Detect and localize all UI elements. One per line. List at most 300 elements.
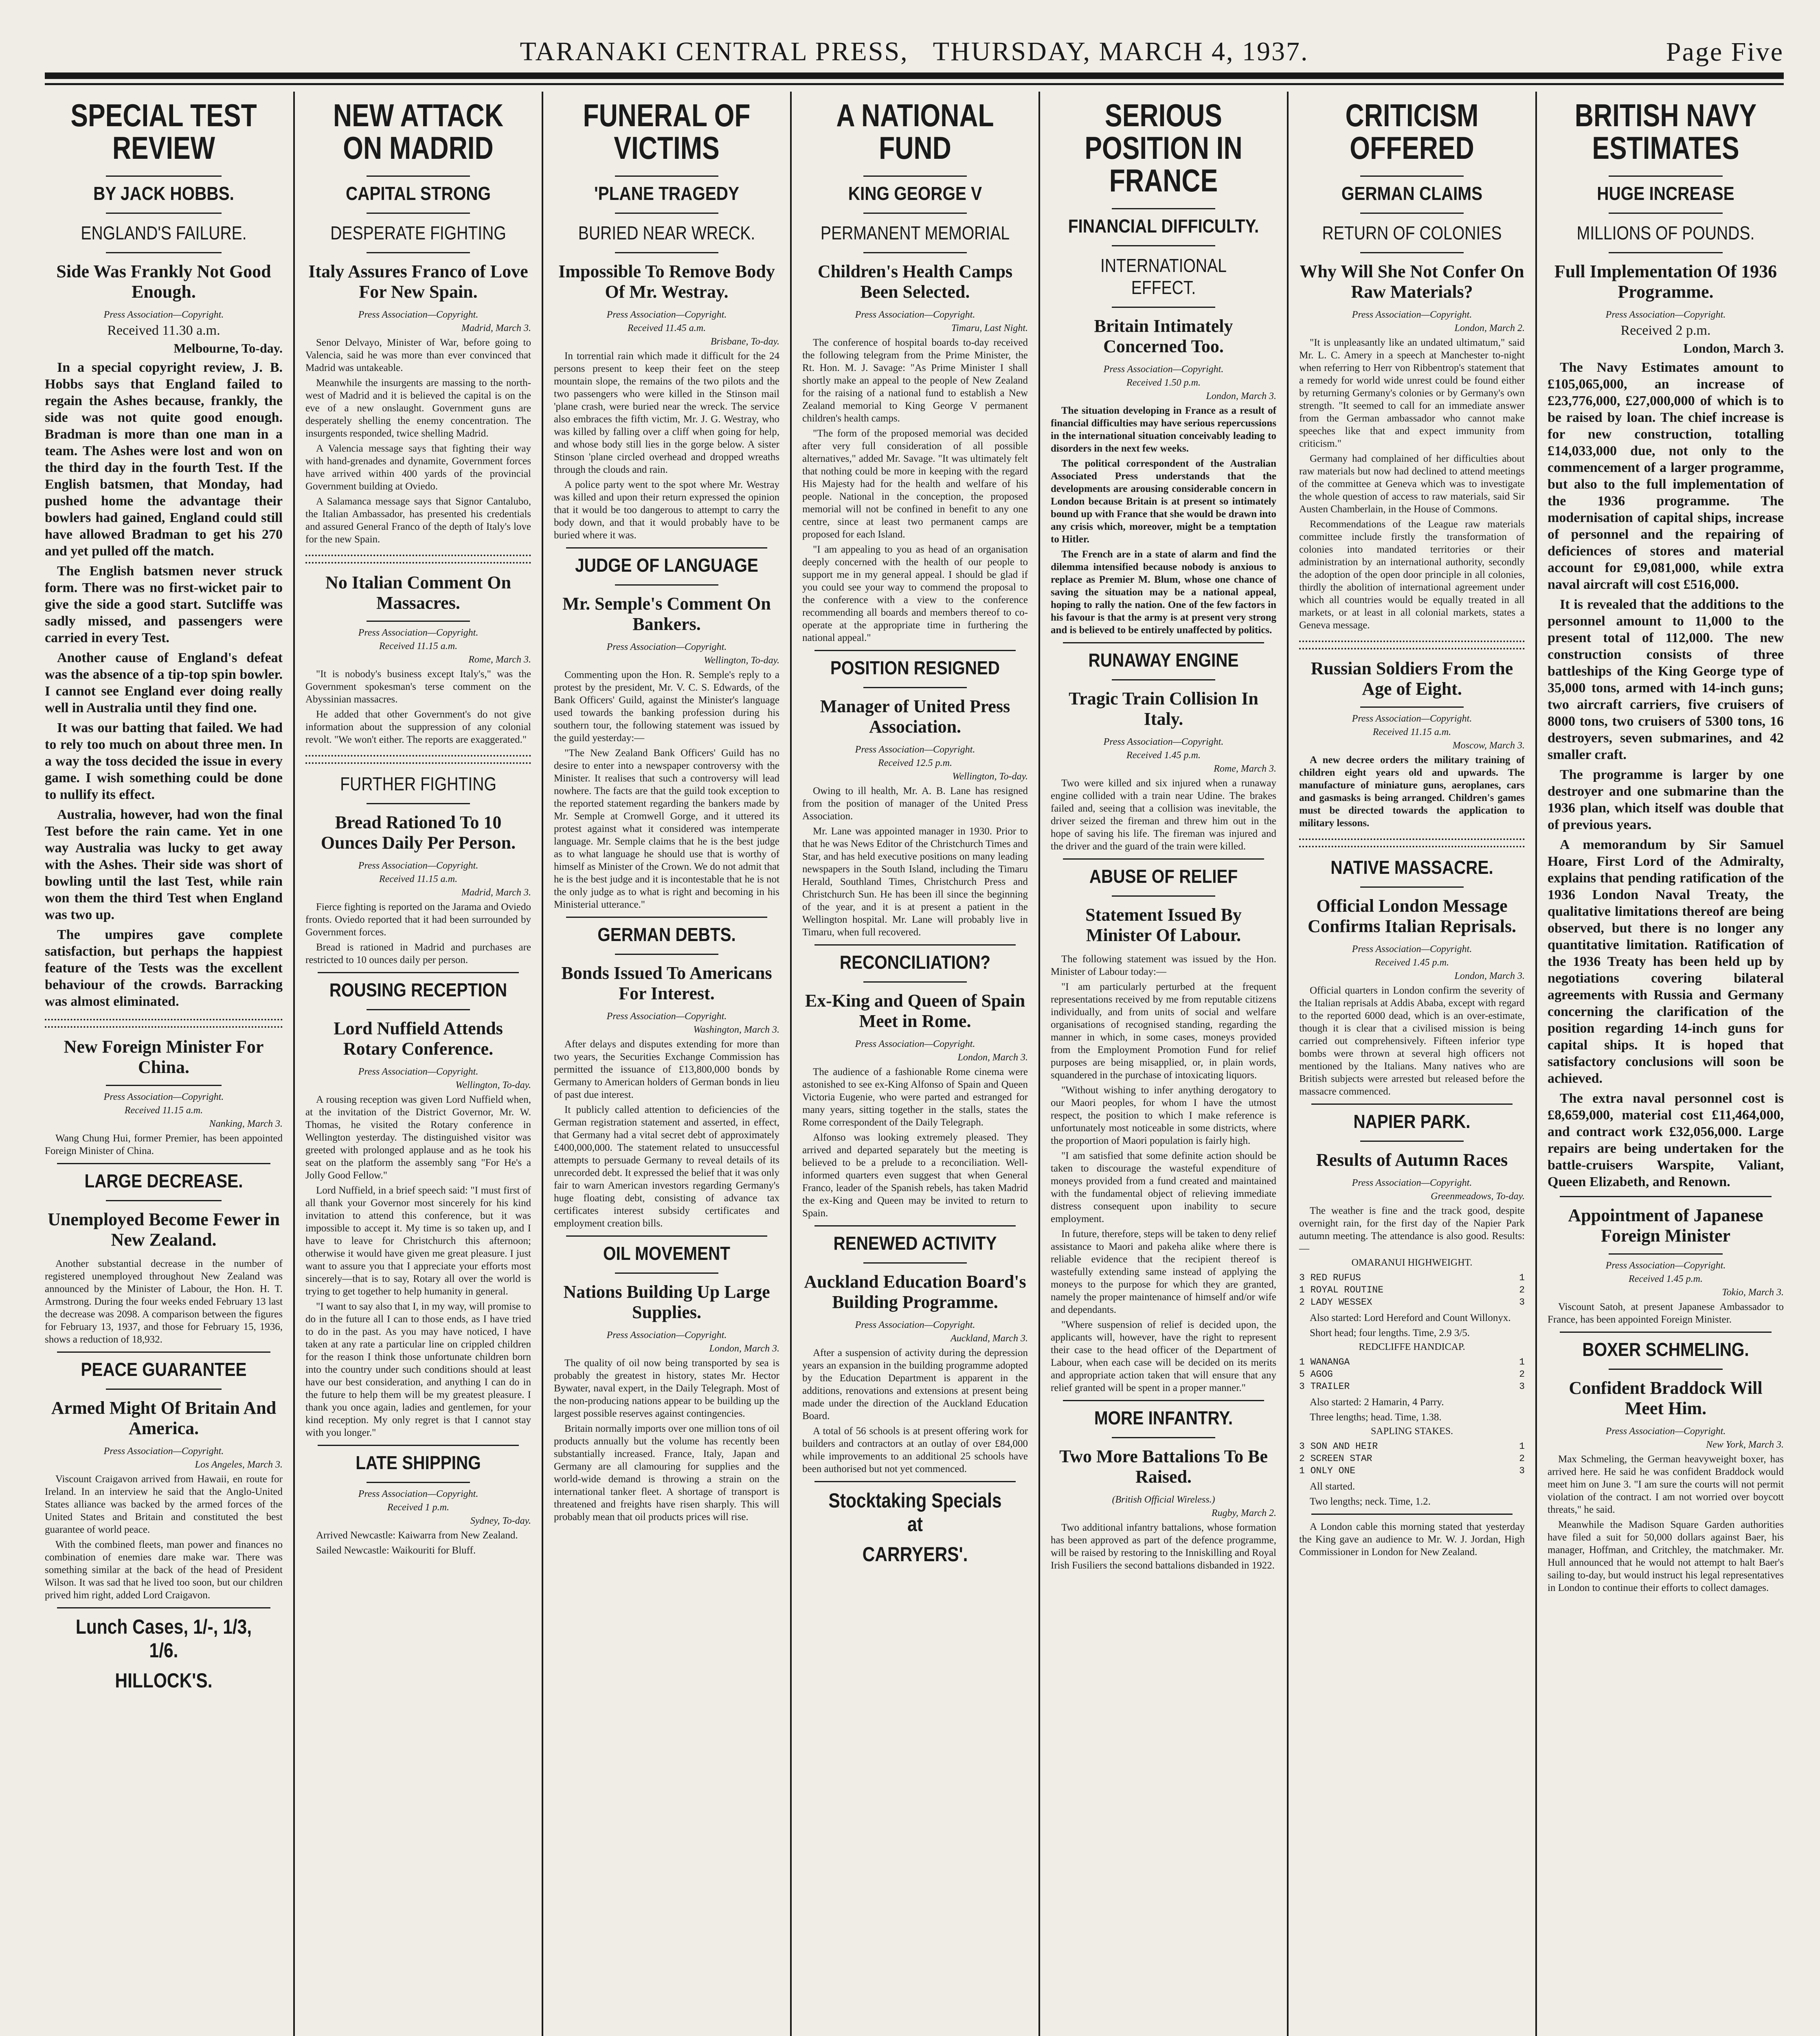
press-line: Press Association—Copyright.	[606, 1330, 727, 1341]
dateline: Nanking, March 3.	[209, 1119, 283, 1129]
press-line: Press Association—Copyright.	[358, 860, 479, 871]
received-line: Received 1.45 p.m.	[1375, 957, 1449, 968]
divider	[863, 687, 967, 688]
article-paragraph: Viscount Craigavon arrived from Hawaii, en route for Ireland. In an interview he said that the Anglo-United States alliance was backed by the armed forces of the United States and Britain and constituted the best guarantee of world peace.	[45, 1474, 283, 1535]
dateline: Wellington, To-day.	[952, 771, 1028, 782]
divider	[1360, 1141, 1464, 1142]
deck: Full Implementation Of 1936 Programme.	[1554, 261, 1777, 302]
subhead: FINANCIAL DIFFICULTY.	[1068, 215, 1259, 237]
dateline: Washington, March 3.	[693, 1025, 779, 1035]
article-paragraph: The umpires gave complete satisfaction, but perhaps the happiest feature of the Tests was the excellent behaviour of the crowds. Barracking was almost eliminated.	[45, 927, 283, 1009]
article-paragraph: The programme is larger by one destroyer and one submarine than the 1936 plan, which itself was double that of previous years.	[1548, 767, 1784, 832]
article-paragraph: "I want to say also that I, in my way, will promise to do in the future all I can to those ends, as I have tried to do in the past. As you may have noticed, I have taken at any rate a particular line on crippled children for the reason I think those unfortunate children born into the country under such conditions should at least have our best consideration, and anything I can do in the future to help them will be my greatest pleasure. I thank you once again, ladies and gentlemen, for your kind reception. My only regret is that I cannot stay with you longer."	[305, 1301, 531, 1438]
article-paragraph: A police party went to the spot where Mr. Westray was killed and upon their return expressed the opinion that it would be too dangerous to attempt to carry the body down, and that it would probably have to be buried where it was.	[554, 479, 779, 541]
section-head: LATE SHIPPING	[356, 1452, 481, 1473]
press-line: Press Association—Copyright.	[606, 642, 727, 652]
deck: Italy Assures Franco of Love For New Spain.	[308, 261, 528, 302]
article-paragraph: Official quarters in London confirm the severity of the Italian reprisals at Addis Ababa, except with regard to the reported 6000 dead, which is an over-estimate, though it is clear that a civilised mission is being carried out comprehensively. Fifteen inferior type bombs were thrown at several high officers not mentioned by the Italians. Many natives who are British subjects were arrested but released before the massacre commenced.	[1299, 985, 1525, 1097]
divider	[814, 1225, 1016, 1226]
headline: FUNERAL OF VICTIMS	[583, 97, 751, 166]
article-paragraph: "It is unpleasantly like an undated ultimatum," said Mr. L. C. Amery in a speech at Manchester to-night when referring to Herr von Ribbentrop's statement that a remedy for world wide unrest could be found either by returning Germany's colonies or by Germany's own strength. "It seemed to call for an immediate answer from the German ambassador who cannot make speeches like that and expect immunity from criticism."	[1299, 337, 1525, 449]
result-row: 3 TRAILER 3	[1299, 1381, 1525, 1392]
article-paragraph: A memorandum by Sir Samuel Hoare, First Lord of the Admiralty, explains that pending ratification of the 1936 London Naval Treaty, the qualitative limitations thereof are being observed, but there is no longer any quantitative limitation. Ratification of the 1936 Treaty has been held up by negotiations covering bilateral agreements with Russia and Germany concerning the clarification of the position regarding 14-inch guns for capital ships. It is hoped that satisfactory conclusions will soon be achieved.	[1548, 837, 1784, 1086]
deck: Lord Nuffield Attends Rotary Conference.	[334, 1018, 503, 1059]
subhead: INTERNATIONAL EFFECT.	[1100, 255, 1227, 298]
article-paragraph: The conference of hospital boards to-day received the following telegram from the Prime Minister, the Rt. Hon. M. J. Savage: "As Prime Minister I shall shortly make an appeal to the people of New Zealand for the raising of a national fund to establish a New Zealand memorial to King George V permanent children's health camps.	[802, 337, 1028, 424]
divider	[863, 252, 967, 253]
deck: Russian Soldiers From the Age of Eight.	[1311, 658, 1513, 699]
dateline: Wellington, To-day.	[455, 1080, 531, 1090]
article-paragraph: Two were killed and six injured when a runaway engine collided with a train near Udine. The brakes failed and, seeing that a collision was inevitable, the driver seized the fireman and threw him out in the hope of saving his life. The fireman was injured and the driver and the guard of the train were killed.	[1051, 778, 1276, 852]
dateline: Auckland, March 3.	[951, 1333, 1028, 1344]
received-line: Received 2 p.m.	[1620, 323, 1711, 338]
deck: Why Will She Not Confer On Raw Materials?	[1300, 261, 1524, 302]
dateline: London, March 3.	[1683, 341, 1784, 355]
deck: Ex-King and Queen of Spain Meet in Rome.	[805, 991, 1025, 1031]
article-paragraph: The extra naval personnel cost is £8,659,000, material cost £11,464,000, and contract work £32,056,000. Large repairs are being undertaken for the battle-cruisers Warspite, Valiant, Queen Elizabeth, and Renown.	[1548, 1091, 1784, 1189]
article-paragraph: Two lengths; neck. Time, 1.2.	[1310, 1496, 1431, 1507]
press-line: Press Association—Copyright.	[103, 309, 224, 320]
wavy-divider	[1299, 838, 1525, 847]
article-paragraph: A Valencia message says that fighting their way with hand-grenades and dynamite, Government forces have arrived within 400 yards of the provincial Government building at Oviedo.	[305, 443, 531, 492]
subhead: PERMANENT MEMORIAL	[820, 222, 1010, 244]
subhead: RETURN OF COLONIES	[1322, 222, 1502, 244]
section-head: RUNAWAY ENGINE	[1088, 649, 1239, 671]
article-paragraph: Alfonso was looking extremely pleased. They arrived and departed separately but the meeting is believed to be a prelude to a reconciliation. Well-informed quarters even suggest that when General Franco, leader of the Spanish rebels, has taken Madrid the ex-King and Queen may be invited to return to Spain.	[802, 1132, 1028, 1219]
section-head: BOXER SCHMELING.	[1582, 1339, 1749, 1360]
result-row: 1 WANANGA 1	[1299, 1357, 1525, 1367]
article-paragraph: In a special copyright review, J. B. Hobbs says that England failed to regain the Ashes because, frankly, the side was not quite good enough. Bradman is more than one man in a team. The Ashes were lost and won on the third day in the fourth Test. If the English batsmen, that Monday, had pushed home the advantage their bowlers had gained, England could still have allowed Bradman to get his 270 and yet pulled off the match.	[45, 360, 283, 559]
race-title: REDCLIFFE HANDICAP.	[1359, 1342, 1465, 1352]
section-head: JUDGE OF LANGUAGE	[575, 555, 758, 576]
article-paragraph: It is revealed that the additions to the personnel amount to 11,000 to the present total of 112,000. The new construction consists of three battleships of the King George type of 35,000 tons, armed with 14-inch guns; two aircraft carriers, five cruisers of 8000 tons, two cruisers of 5300 tons, 16 destroyers, seven submarines, and 42 smaller craft.	[1548, 597, 1784, 762]
section-head: PEACE GUARANTEE	[81, 1359, 247, 1380]
article-paragraph: A London cable this morning stated that yesterday the King gave an audience to Mr. W. J. Jordan, High Commissioner in London for New Zealand.	[1299, 1521, 1525, 1558]
divider	[566, 547, 767, 548]
dateline: London, March 2.	[1454, 323, 1525, 333]
section-head: GERMAN DEBTS.	[597, 924, 736, 945]
wavy-divider	[1299, 641, 1525, 649]
deck: Nations Building Up Large Supplies.	[563, 1282, 770, 1322]
received-line: Received 1.45 p.m.	[1629, 1274, 1703, 1284]
article-paragraph: In future, therefore, steps will be taken to deny relief assistance to Maori and pakeha alike where there is reliable evidence that the recipient thereof is wastefully extending same instead of applying the moneys to the purpose for which they are granted, namely the proper maintenance of himself and/or wife and dependants.	[1051, 1229, 1276, 1315]
deck: New Foreign Minister For China.	[64, 1037, 264, 1077]
received-line: Received 11.30 a.m.	[107, 323, 220, 338]
advert-line: Lunch Cases, 1/-, 1/3, 1/6.	[75, 1615, 252, 1662]
deck: Official London Message Confirms Italian Reprisals.	[1307, 896, 1517, 936]
divider	[57, 1351, 270, 1353]
divider	[814, 650, 1016, 651]
press-line: Press Association—Copyright.	[606, 309, 727, 320]
advert-name: CARRYERS'.	[862, 1543, 968, 1566]
wavy-divider	[305, 755, 531, 764]
dateline: Rome, March 3.	[468, 654, 531, 665]
deck: Bonds Issued To Americans For Interest.	[561, 963, 772, 1003]
divider	[106, 213, 222, 214]
result-row: 3 SON AND HEIR 1	[1299, 1441, 1525, 1452]
received-line: Received 11.15 a.m.	[124, 1105, 203, 1116]
article-paragraph: A total of 56 schools is at present offering work for builders and contractors at an outlay of over £84,000 while improvements to an additional 25 schools have been authorised but not yet commenced.	[802, 1426, 1028, 1474]
article-paragraph: Arrived Newcastle: Kaiwarra from New Zealand.	[316, 1530, 518, 1541]
article-paragraph: "The New Zealand Bank Officers' Guild has no desire to enter into a newspaper controversy with the Minister. It realises that such a controversy will lead nowhere. The facts are that the guild took exception to the reported statement regarding the bankers made by Mr. Semple at Cromwell Gorge, and it uttered its protest against what it considered was intemperate language. Mr. Semple claims that he is the best judge as to what language he should use that is worthy of himself as Minister of the Crown. We do not admit that he is the best judge and it is incontestable that he is not the only judge as to what is right and becoming in his Ministerial utterance."	[554, 748, 779, 910]
masthead-rule	[45, 72, 1784, 79]
divider	[106, 1389, 222, 1390]
article-paragraph: Meanwhile the Madison Square Garden authorities have filed a suit for 50,000 dollars against Baer, his manager, Hoffman, and Critchley, the matchmaker. Mr. Hull announced that he would not attempt to halt Baer's sailing to-day, but would instruct his legal representatives in London to continue their efforts to collect damages.	[1548, 1519, 1784, 1593]
headline: BRITISH NAVY ESTIMATES	[1574, 97, 1757, 166]
divider	[57, 1163, 270, 1164]
column-3	[542, 92, 790, 2036]
received-line: Received 1 p.m.	[387, 1502, 449, 1513]
deck: Auckland Education Board's Building Programme.	[804, 1272, 1026, 1312]
subhead: BURIED NEAR WRECK.	[578, 222, 755, 244]
dateline: London, March 3.	[957, 1052, 1028, 1063]
dateline: New York, March 3.	[1706, 1439, 1784, 1450]
press-line: Press Association—Copyright.	[1352, 1178, 1472, 1188]
divider	[1360, 706, 1464, 708]
divider	[1609, 1253, 1723, 1255]
article-paragraph: "I am particularly perturbed at the frequent representations received by me from reputable citizens individually, and from units of social and welfare organisations of recognised standing, regarding the manner in which, in some cases, moneys provided from the Employment Promotion Fund for relief purposes are being misapplied, or, in plain words, squandered in the purchase of intoxicating liquors.	[1051, 981, 1276, 1081]
divider	[1560, 1196, 1772, 1197]
dateline: Rome, March 3.	[1214, 764, 1276, 774]
subhead: CAPITAL STRONG	[345, 183, 491, 204]
divider	[1311, 1104, 1513, 1105]
deck: Statement Issued By Minister Of Labour.	[1085, 905, 1242, 945]
divider	[57, 1607, 270, 1608]
section-head: RECONCILIATION?	[839, 952, 991, 973]
section-head: MORE INFANTRY.	[1094, 1407, 1233, 1428]
deck: Unemployed Become Fewer in New Zealand.	[48, 1209, 280, 1250]
press-line: Press Association—Copyright.	[855, 1320, 975, 1330]
dateline: London, March 3.	[1454, 971, 1525, 981]
press-line: Press Association—Copyright.	[1605, 1426, 1726, 1437]
dateline: Tokio, March 3.	[1722, 1287, 1784, 1298]
column-6	[1287, 92, 1535, 2036]
article-paragraph: In torrential rain which made it difficult for the 24 persons present to keep their feet on the steep mountain slope, the remains of the two pilots and the two passengers who were killed in the Stinson mail 'plane crash, were buried near the wreck. The service also embraces the fifth victim, Mr. J. G. Westray, who was killed by falling over a cliff when going for help, and whose body still lies in the gorge below. A sister Stinson 'plane circled overhead and dropped wreaths through the clouds and rain.	[554, 351, 779, 475]
press-line: (British Official Wireless.)	[1112, 1494, 1215, 1505]
column-4	[790, 92, 1038, 2036]
article-paragraph: He added that other Government's do not give information about the suppression of any colonial revolt. "We won't either. The reports are exaggerated."	[305, 709, 531, 745]
headline: SPECIAL TEST REVIEW	[70, 97, 257, 166]
divider	[106, 1085, 222, 1086]
headline: CRITICISM OFFERED	[1345, 97, 1479, 166]
dateline: Moscow, March 3.	[1452, 740, 1525, 751]
article-paragraph: Commenting upon the Hon. R. Semple's reply to a protest by the president, Mr. V. C. S. Edwards, of the Bank Officers' Guild, against the Minister's language used towards the banking profession during his southern tour, the following statement was issued by the guild yesterday:—	[554, 669, 779, 744]
received-line: Received 11.15 a.m.	[379, 641, 458, 652]
article-paragraph: "Without wishing to infer anything derogatory to our Maori peoples, for whom I have the utmost respect, the position to which I make reference is unfortunately most noticeable in some districts, where the proportion of Maori population is fairly high.	[1051, 1085, 1276, 1146]
advert-line: Stocktaking Specials at	[828, 1489, 1002, 1536]
received-line: Received 11.15 a.m.	[379, 874, 458, 884]
race-results	[1299, 1440, 1525, 1477]
race-title: SAPLING STAKES.	[1370, 1426, 1453, 1437]
result-row: 1 ONLY ONE 3	[1299, 1466, 1525, 1476]
dateline: Rugby, March 2.	[1211, 1508, 1276, 1518]
article-paragraph: "It is nobody's business except Italy's," was the Government spokesman's terse comment on the Abyssinian massacres.	[305, 669, 531, 705]
divider	[863, 981, 967, 983]
deck: Children's Health Camps Been Selected.	[817, 261, 1013, 302]
press-line: Press Association—Copyright.	[606, 1011, 727, 1022]
headline: NEW ATTACK ON MADRID	[333, 97, 504, 166]
divider	[1609, 1369, 1723, 1370]
article-paragraph: Viscount Satoh, at present Japanese Ambassador to France, has been appointed Foreign Minister.	[1548, 1301, 1784, 1325]
divider	[566, 1235, 767, 1237]
article-paragraph: "I am appealing to you as head of an organisation deeply concerned with the health of our people to support me in my general appeal. I should be glad if you could see your way to commend the proposal to the conference with a view to the conference recommending all boards and members thereof to co-operate at the appropriate time in furthering the national appeal."	[802, 544, 1028, 643]
received-line: Received 1.50 p.m.	[1126, 377, 1201, 388]
article-paragraph: The following statement was issued by the Hon. Minister of Labour today:—	[1051, 954, 1276, 977]
divider	[367, 1482, 470, 1483]
subhead: HUGE INCREASE	[1597, 183, 1734, 204]
article-paragraph: Meanwhile the insurgents are massing to the north-west of Madrid and it is believed the capital is on the eve of a new onslaught. Government guns are desperately shelling the enemy concentration. The insurgents responded, twice shelling Madrid.	[305, 377, 531, 439]
deck: Impossible To Remove Body Of Mr. Westray.	[558, 261, 775, 302]
press-line: Press Association—Copyright.	[1605, 1260, 1726, 1271]
section-head: ROUSING RECEPTION	[329, 979, 507, 1000]
divider	[318, 972, 519, 973]
article-paragraph: Also started: 2 Hamarin, 4 Parry.	[1310, 1397, 1444, 1408]
article-paragraph: Britain normally imports over one million tons of oil products annually but the volume has recently been substantially increased. France, Italy, Japan and Germany are all clamouring for supplies and the world-wide demand is throwing a strain on the international tanker fleet. A shortage of transport is threatened and freights have risen sharply. This will probably mean that oil products prices will rise.	[554, 1423, 779, 1523]
deck: Two More Battalions To Be Raised.	[1059, 1446, 1268, 1487]
article-paragraph: Mr. Lane was appointed manager in 1930. Prior to that he was News Editor of the Christchurch Times and Star, and has held executive positions on many leading newspapers in the South Island, including the Timaru Herald, Southland Times, Christchurch Press and Christchurch Sun. He has been ill since the beginning of the year, and it is at present a patient in the Wellington hospital. Mr. Lane will probably live in Timaru, when full recovered.	[802, 826, 1028, 938]
press-line: Press Association—Copyright.	[1352, 309, 1472, 320]
article-paragraph: A new decree orders the military training of children eight years old and upwards. The manufacture of miniature guns, aeroplanes, cars and gasmasks is being arranged. Children's games must be directed towards the application to military lessons.	[1299, 755, 1525, 829]
article-paragraph: Lord Nuffield, in a brief speech said: "I must first of all thank your Governor most sincerely for his kind invitation to attend this conference, but it was impossible to accept it. My time is so taken up, and I have to leave for Christchurch this afternoon; otherwise it would have given me great pleasure. I just want to assure you that I appreciate your efforts most sincerely—that is to say, Rotary all over the world is trying to get together to help humanity in general.	[305, 1185, 531, 1297]
section-head: OIL MOVEMENT	[603, 1243, 730, 1264]
press-line: Press Association—Copyright.	[1605, 309, 1726, 320]
article-paragraph: Recommendations of the League raw materials committee include firstly the transformation of colonies into mandated territories or their administration by an international authority, secondly the adoption of the open door principle in all colonies, thirdly the abolition of international agreement under which all countries would be equally treated in all markets, or at least in all colonial markets, states a Geneva message.	[1299, 519, 1525, 631]
article-paragraph: Sailed Newcastle: Waikouriti for Bluff.	[316, 1545, 476, 1556]
dateline: Timaru, Last Night.	[951, 323, 1028, 333]
article-paragraph: The political correspondent of the Australian Associated Press understands that the developments are arousing considerable concern in London because Britain is at present so intimately bound up with France that she would be drawn into any crisis which, moreover, might be a temptation to Hitler.	[1051, 458, 1276, 545]
deck: Confident Braddock Will Meet Him.	[1569, 1378, 1763, 1418]
article-paragraph: Bread is rationed in Madrid and purchases are restricted to 10 ounces daily per person.	[305, 942, 531, 965]
deck: Manager of United Press Association.	[820, 696, 1010, 737]
divider	[367, 1009, 470, 1010]
page-number: Page Five	[1666, 37, 1784, 67]
race-results	[1299, 1272, 1525, 1308]
article-paragraph: "Where suspension of relief is decided upon, the applicants will, however, have the right to represent their case to the head officer of the Department of Labour, when each case will be decided on its merits and appropriate action taken that will ensure that any relief granted will be spent in a proper manner."	[1051, 1319, 1276, 1393]
divider	[1360, 176, 1464, 177]
press-line: Press Association—Copyright.	[103, 1092, 224, 1102]
divider	[814, 1481, 1016, 1482]
divider	[1112, 1437, 1215, 1438]
press-line: Press Association—Copyright.	[358, 309, 479, 320]
divider	[367, 252, 470, 253]
subhead: 'PLANE TRAGEDY	[594, 183, 739, 204]
article-paragraph: Another substantial decrease in the number of registered unemployed throughout New Zealand was announced by the Minister of Labour, the Hon. H. T. Armstrong. During the four weeks ended February 13 last the decrease was 2098. A comparison between the figures for February 13, 1937, and those for February 15, 1936, shows a reduction of 18,932.	[45, 1258, 283, 1345]
divider	[1112, 245, 1215, 246]
byline: BY JACK HOBBS.	[93, 183, 234, 204]
advert-name: HILLOCK'S.	[115, 1669, 213, 1692]
divider	[1063, 858, 1264, 860]
result-row: 2 SCREEN STAR 2	[1299, 1453, 1525, 1464]
divider	[106, 1200, 222, 1201]
divider	[367, 621, 470, 622]
headline: A NATIONAL FUND	[836, 97, 994, 166]
race-title: OMARANUI HIGHWEIGHT.	[1351, 1257, 1473, 1268]
dateline: Wellington, To-day.	[704, 655, 779, 666]
dateline: Madrid, March 3.	[461, 887, 531, 898]
press-line: Press Association—Copyright.	[1352, 713, 1472, 724]
article-paragraph: Owing to ill health, Mr. A. B. Lane has resigned from the position of manager of the United Press Association.	[802, 785, 1028, 822]
column-2	[293, 92, 542, 2036]
article-paragraph: Australia, however, had won the final Test before the rain came. Yet in one way Australia was lucky to get away with the Ashes. Their side was short of bowling until the last Test, while rain won them the third Test when England was two up.	[45, 807, 283, 922]
divider	[1609, 176, 1723, 177]
deck: Side Was Frankly Not Good Enough.	[56, 261, 271, 302]
subhead: KING GEORGE V	[848, 183, 982, 204]
section-head: NATIVE MASSACRE.	[1330, 857, 1493, 878]
divider	[1360, 252, 1464, 253]
article-paragraph: After delays and disputes extending for more than two years, the Securities Exchange Commission has permitted the issuance of £13,800,000 bonds by Germany to American holders of German bonds in lieu of past due interest.	[554, 1039, 779, 1100]
section-head: RENEWED ACTIVITY	[833, 1233, 997, 1254]
article-paragraph: Wang Chung Hui, former Premier, has been appointed Foreign Minister of China.	[45, 1133, 283, 1156]
columns	[45, 92, 1784, 2036]
divider	[1112, 679, 1215, 680]
deck: Bread Rationed To 10 Ounces Daily Per Person.	[321, 812, 516, 853]
deck: Britain Intimately Concerned Too.	[1094, 316, 1233, 356]
divider	[1360, 213, 1464, 214]
received-line: Received 11.15 a.m.	[1372, 727, 1451, 737]
received-line: Received 11.45 a.m.	[627, 323, 706, 333]
deck: No Italian Comment On Massacres.	[325, 573, 511, 613]
masthead-paper: TARANAKI CENTRAL PRESS,	[520, 37, 909, 66]
article-paragraph: A rousing reception was given Lord Nuffield when, at the invitation of the District Governor, Mr. W. Thomas, he visited the Rotary conference in Wellington yesterday. The distinguished visitor was greeted with prolonged applause and as he took his seat on the platform the assembly sang "For He's a Jolly Good Fellow."	[305, 1094, 531, 1181]
divider	[106, 252, 222, 253]
article-paragraph: "I am satisfied that some definite action should be taken to discourage the wasteful expenditure of moneys provided from a fund created and maintained with the fundamental object of relieving immediate distress consequent upon inability to secure employment.	[1051, 1150, 1276, 1224]
deck: Appointment of Japanese Foreign Minister	[1568, 1205, 1763, 1246]
divider	[615, 213, 718, 214]
deck: Tragic Train Collision In Italy.	[1069, 689, 1258, 729]
race-results	[1299, 1356, 1525, 1393]
received-line: Received 12.5 p.m.	[878, 758, 952, 768]
divider	[1112, 208, 1215, 209]
divider	[1560, 1332, 1772, 1333]
divider	[863, 1262, 967, 1264]
divider	[1360, 886, 1464, 888]
article-paragraph: Max Schmeling, the German heavyweight boxer, has arrived here. He said he was confident Braddock would meet him on June 3. "I am sure the courts will not permit violation of the contract. I am not worried over boycott threats," he said.	[1548, 1454, 1784, 1515]
article-paragraph: Short head; four lengths. Time, 2.9 3/5.	[1310, 1327, 1470, 1338]
dateline: London, March 3.	[1206, 391, 1276, 401]
article-paragraph: Three lengths; head. Time, 1.38.	[1310, 1412, 1442, 1423]
divider	[615, 954, 718, 955]
article-paragraph: The situation developing in France as a result of financial difficulties may have serious repercussions in the international situation conceivably leading to disorders in the next few weeks.	[1051, 405, 1276, 454]
divider	[615, 176, 718, 177]
section-head: POSITION RESIGNED	[830, 657, 1000, 678]
article-paragraph: With the combined fleets, man power and finances no combination of enemies dare make war. There was something similar at the back of the head of President Wilson. It was sad that he lived too soon, but our children prived him right, added Lord Craigavon.	[45, 1539, 283, 1601]
article-paragraph: It was our batting that failed. We had to rely too much on about three men. In a way the toss decided the issue in every game. I wish something could be done to nullify its effect.	[45, 720, 283, 802]
result-row: 2 LADY WESSEX 3	[1299, 1297, 1525, 1308]
received-line: Received 1.45 p.m.	[1126, 750, 1201, 761]
subhead: ENGLAND'S FAILURE.	[81, 222, 247, 244]
article-paragraph: Two additional infantry battalions, whose formation has been approved as part of the defence programme, will be raised by restoring to the Inniskilling and Royal Irish Fusiliers the second battalions disbanded in 1922.	[1051, 1522, 1276, 1571]
dateline: Brisbane, To-day.	[710, 336, 779, 347]
deck: Mr. Semple's Comment On Bankers.	[562, 594, 771, 634]
divider	[615, 252, 718, 253]
masthead-rule-thin	[45, 83, 1784, 85]
press-line: Press Association—Copyright.	[103, 1446, 224, 1457]
section-head: NAPIER PARK.	[1353, 1111, 1471, 1132]
masthead-date: THURSDAY, MARCH 4, 1937.	[933, 37, 1309, 66]
divider	[863, 213, 967, 214]
divider	[367, 213, 470, 214]
article-paragraph: "The form of the proposed memorial was decided after very full consideration of all possible alternatives," added Mr. Savage. "It was ultimately felt that nothing could be more in keeping with the regard His Majesty had for the health and welfare of his people. National in the conception, the proposed memorial will not be confined in benefit to any one centre, since at least two permanent camps are proposed for each Island.	[802, 428, 1028, 540]
article-paragraph: After a suspension of activity during the depression years an expansion in the building programme adopted by the Education Department is apparent in the additions, renovations and extensions at present being made under the direction of the Auckland Education Board.	[802, 1347, 1028, 1422]
divider	[863, 176, 967, 177]
press-line: Press Association—Copyright.	[358, 627, 479, 638]
section-head: ABUSE OF RELIEF	[1089, 866, 1238, 887]
divider	[1311, 1514, 1513, 1515]
section-head: FURTHER FIGHTING	[340, 773, 496, 794]
press-line: Press Association—Copyright.	[358, 1066, 479, 1077]
column-7	[1535, 92, 1784, 2036]
result-row: 5 AGOG 2	[1299, 1369, 1525, 1380]
masthead	[45, 33, 1784, 70]
article-paragraph: The quality of oil now being transported by sea is probably the greatest in history, states Mr. Hector Bywater, naval expert, in the Daily Telegraph. Most of the non-producing nations appear to be building up the largest possible reserves against contingencies.	[554, 1358, 779, 1419]
divider	[367, 176, 470, 177]
divider	[1609, 252, 1723, 253]
column-1	[45, 92, 293, 2036]
article-paragraph: It publicly called attention to deficiencies of the German registration statement and asserted, in effect, that Germany had a vital secret debt of approximately £400,000,000. The statement related to unsuccessful attempts to persuade Germany to reveal details of its unrecorded debt. It expressed the belief that it was only fair to warn American investors regarding Germany's huge floating debt, consisting of advance tax certificates interest subsidy certificates and employment creation bills.	[554, 1104, 779, 1229]
divider	[1063, 1400, 1264, 1401]
wavy-divider	[305, 555, 531, 564]
deck: Results of Autumn Races	[1316, 1150, 1508, 1170]
divider	[318, 1445, 519, 1446]
deck: Armed Might Of Britain And America.	[51, 1398, 277, 1438]
subhead: MILLIONS OF POUNDS.	[1576, 222, 1755, 244]
result-row: 3 RED RUFUS 1	[1299, 1272, 1525, 1283]
subhead: DESPERATE FIGHTING	[330, 222, 506, 244]
press-line: Press Association—Copyright.	[1103, 364, 1224, 375]
divider	[367, 803, 470, 804]
divider	[615, 584, 718, 586]
dateline: Los Angeles, March 3.	[195, 1459, 283, 1470]
divider	[814, 944, 1016, 946]
press-line: Press Association—Copyright.	[855, 1039, 975, 1049]
dateline: Melbourne, To-day.	[173, 341, 283, 355]
article-paragraph: Germany had complained of her difficulties about raw materials but now had declined to attend meetings of the committee at Geneva which was to investigate the whole question of access to raw materials, said Sir Austen Chamberlain, in the House of Commons.	[1299, 453, 1525, 515]
article-paragraph: Also started: Lord Hereford and Count Willonyx.	[1310, 1312, 1511, 1323]
wavy-divider	[45, 1019, 283, 1028]
dateline: Madrid, March 3.	[461, 323, 531, 333]
article-paragraph: The French are in a state of alarm and find the dilemma intensified because nobody is anxious to replace as Premier M. Blum, whose one chance of saving the situation may be a national appeal, hoping to rally the nation. One of the few factors in his favour is that the army is at present very strong and is believed to be entirely unaffected by politics.	[1051, 549, 1276, 636]
divider	[1112, 307, 1215, 308]
divider	[1063, 642, 1264, 643]
dateline: Sydney, To-day.	[470, 1516, 531, 1526]
article-paragraph: The weather is fine and the track good, despite overnight rain, for the first day of the Napier Park autumn meeting. The attendance is also good. Results:—	[1299, 1205, 1525, 1254]
divider	[615, 1272, 718, 1274]
dateline: London, March 3.	[709, 1343, 779, 1354]
press-line: Press Association—Copyright.	[855, 309, 975, 320]
divider	[1609, 213, 1723, 214]
article-paragraph: Senor Delvayo, Minister of War, before going to Valencia, said he was more than ever convinced that Madrid was untakeable.	[305, 337, 531, 373]
dateline: Greenmeadows, To-day.	[1431, 1191, 1525, 1202]
column-5	[1038, 92, 1287, 2036]
press-line: Press Association—Copyright.	[1352, 944, 1472, 954]
article-paragraph: Fierce fighting is reported on the Jarama and Oviedo fronts. Oviedo reported that it had been surrounded by Government forces.	[305, 902, 531, 938]
result-row: 1 ROYAL ROUTINE 2	[1299, 1285, 1525, 1295]
section-head: LARGE DECREASE.	[84, 1170, 243, 1191]
article-paragraph: Another cause of England's defeat was the absence of a tip-top spin bowler. I cannot see England ever doing really well in Australia until they find one.	[45, 650, 283, 715]
divider	[566, 917, 767, 918]
press-line: Press Association—Copyright.	[855, 744, 975, 755]
article-paragraph: The English batsmen never struck form. There was no first-wicket pair to give the side a good start. Sutcliffe was sadly missed, and passengers were carried in every Test.	[45, 564, 283, 645]
article-paragraph: All started.	[1310, 1481, 1355, 1492]
subhead: GERMAN CLAIMS	[1341, 183, 1483, 204]
article-paragraph: A Salamanca message says that Signor Cantalubo, the Italian Ambassador, has presented his credentials and assured General Franco of the depth of Italy's love for the new Spain.	[305, 496, 531, 545]
headline: SERIOUS POSITION IN FRANCE	[1085, 97, 1243, 198]
press-line: Press Association—Copyright.	[1103, 737, 1224, 747]
article-paragraph: The audience of a fashionable Rome cinema were astonished to see ex-King Alfonso of Spain and Queen Victoria Eugenie, who were parted and estranged for many years, sitting together in the stalls, states the Rome correspondent of the Daily Telegraph.	[802, 1066, 1028, 1128]
press-line: Press Association—Copyright.	[358, 1489, 479, 1499]
article-paragraph: The Navy Estimates amount to £105,065,000, an increase of £23,776,000, £27,000,000 of which is to be raised by loan. The chief increase is for new construction, totalling £14,033,000 due, not only to the commencement of a larger programme, but also to the full implementation of the 1936 programme. The modernisation of capital ships, increase of personnel and the repairing of deficiences of stores and material account for £9,081,000, while extra naval aircraft will cost £516,000.	[1548, 360, 1784, 592]
divider	[1112, 895, 1215, 897]
